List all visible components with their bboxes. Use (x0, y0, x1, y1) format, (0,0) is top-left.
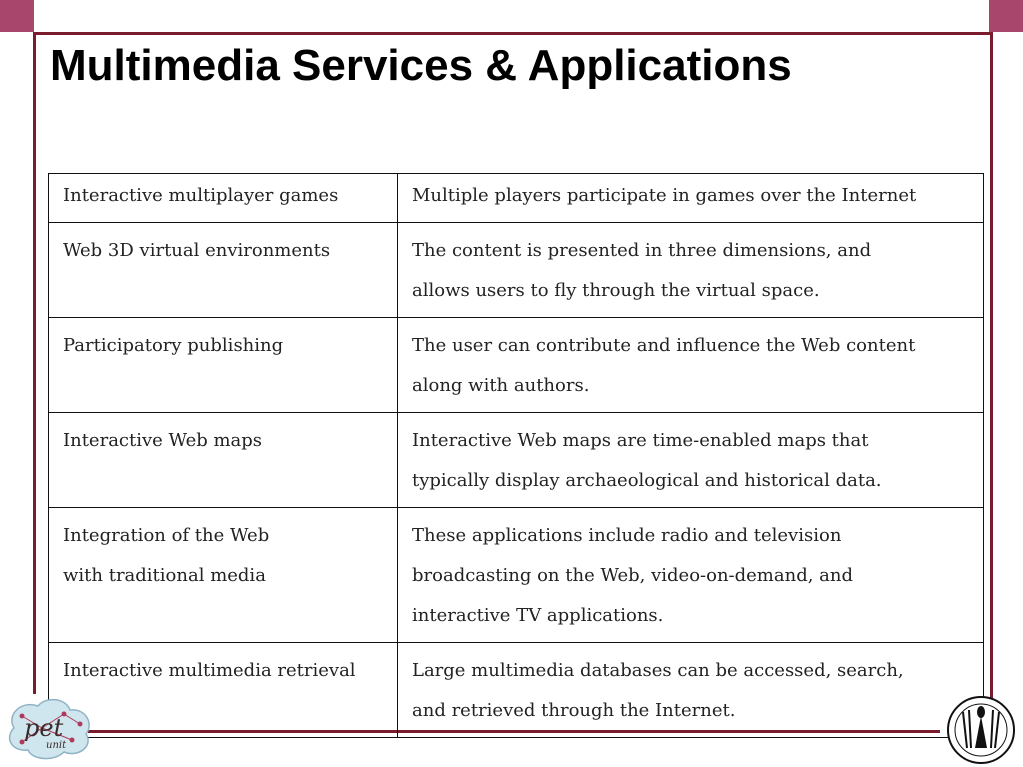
application-name-cell (49, 223, 398, 318)
application-name: Interactive Web maps (63, 430, 263, 451)
application-description-cell (398, 508, 984, 643)
applications-table (48, 173, 984, 738)
application-description: interactive TV applications. (412, 605, 664, 626)
application-name-cell (49, 413, 398, 508)
slide-title: Multimedia Services & Applications (50, 41, 792, 90)
application-name-cell (49, 508, 398, 643)
pet-unit-logo-icon (2, 694, 94, 762)
logo-left-text: pet (24, 714, 64, 742)
table-row (49, 508, 984, 643)
application-description: allows users to fly through the virtual space. (412, 280, 820, 301)
application-name: Participatory publishing (63, 335, 284, 356)
corner-tab-right (989, 0, 1023, 32)
application-name-cell (49, 643, 398, 738)
application-description: These applications include radio and television (412, 525, 842, 546)
application-name: Interactive multiplayer games (63, 185, 339, 206)
application-description-cell (398, 318, 984, 413)
table-row (49, 643, 984, 738)
application-description: Interactive Web maps are time-enabled maps that (412, 430, 869, 451)
application-name: Web 3D virtual environments (63, 240, 331, 261)
application-description: typically display archaeological and historical data. (412, 470, 882, 491)
application-name-cell (49, 174, 398, 223)
application-description: Large multimedia databases can be accessed, search, (412, 660, 904, 681)
table-row (49, 174, 984, 223)
application-description: The user can contribute and influence the Web content (412, 335, 916, 356)
application-description: along with authors. (412, 375, 590, 396)
table-row (49, 413, 984, 508)
application-description: and retrieved through the Internet. (412, 700, 736, 721)
table-row (49, 318, 984, 413)
logo-left-subtext: unit (46, 740, 67, 751)
application-name: Integration of the Web (63, 525, 270, 546)
application-description: The content is presented in three dimensions, and (412, 240, 872, 261)
application-name-cell (49, 318, 398, 413)
application-name: Interactive multimedia retrieval (63, 660, 356, 681)
application-description-cell (398, 413, 984, 508)
application-name: with traditional media (63, 565, 266, 586)
institute-seal-icon (943, 694, 1019, 764)
application-description-cell (398, 174, 984, 223)
table-row (49, 223, 984, 318)
application-description: broadcasting on the Web, video-on-demand, and (412, 565, 854, 586)
corner-tab-left (0, 0, 34, 32)
application-description: Multiple players participate in games over the Internet (412, 185, 917, 206)
application-description-cell (398, 223, 984, 318)
application-description-cell (398, 643, 984, 738)
slide-frame-left (33, 32, 36, 694)
